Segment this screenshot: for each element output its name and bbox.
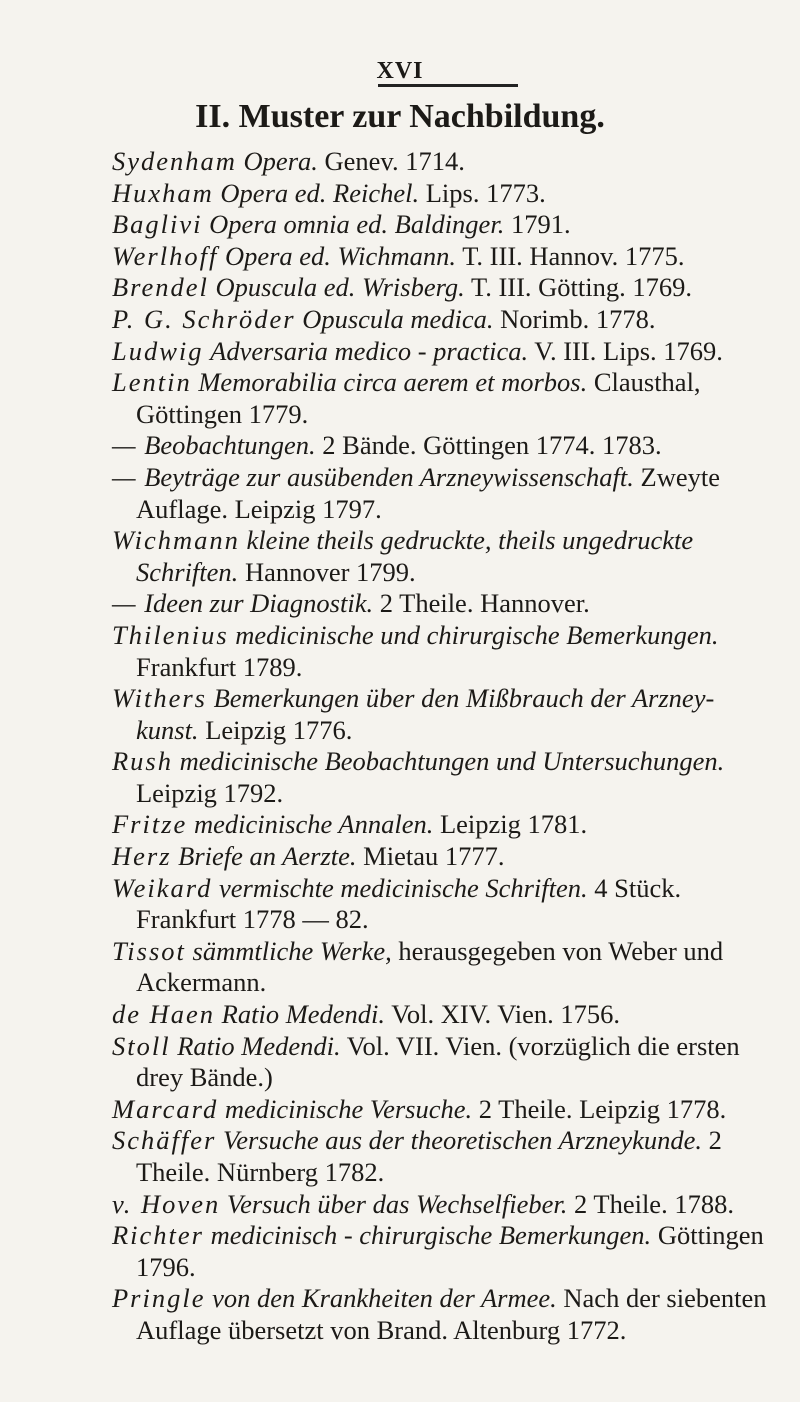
entry-title: sämmtliche Werke,: [192, 935, 392, 966]
entry-title: Opera omnia ed. Baldinger.: [209, 209, 505, 240]
entry-imprint: Lips. 1773.: [425, 177, 546, 208]
entry-title: Opera.: [243, 146, 318, 176]
bibliography-entry: [112, 430, 772, 462]
entry-title: Ratio Medendi.: [221, 999, 386, 1030]
bibliography-entry: [112, 462, 772, 525]
entry-title: Opuscula ed. Wrisberg.: [215, 272, 465, 303]
entry-author: Schäffer: [112, 1125, 217, 1156]
entry-imprint: 2 Theile. Nürnberg 1782.: [136, 1125, 722, 1187]
entry-author: de Haen: [112, 999, 216, 1030]
entry-title: medicinische Annalen.: [193, 809, 434, 840]
bibliography-entry: [112, 367, 772, 430]
entry-imprint: Vol. VII. Vien. (vorzüglich die ersten drey Bände.): [136, 1030, 740, 1093]
entry-author: —: [112, 461, 138, 492]
entry-imprint: 2 Theile. 1788.: [573, 1188, 734, 1219]
entry-title: medicinisch - chirurgische Bemerkungen.: [210, 1220, 652, 1251]
entry-title: Ratio Medendi.: [177, 1030, 341, 1061]
entry-title: Beyträge zur ausübenden Arzneywissenschaft.: [144, 461, 634, 492]
entry-imprint: Nach der siebenten Auflage übersetzt von Brand. Altenburg 1772.: [136, 1283, 767, 1345]
entry-imprint: Leipzig 1776.: [205, 714, 353, 745]
entry-imprint: Leipzig 1781.: [439, 809, 588, 840]
entry-imprint: herausgegeben von Weber und Ackermann.: [136, 935, 724, 998]
bibliography-entry: [112, 873, 772, 936]
bibliography-entry: [112, 304, 772, 336]
entry-title: kleine theils gedruckte, theils ungedruckte Schriften.: [136, 525, 694, 587]
bibliography-entry: [112, 683, 772, 746]
entry-title: Briefe an Aerzte.: [178, 841, 357, 872]
entry-imprint: Genev. 1714.: [324, 146, 465, 176]
page-number: XVI: [376, 58, 424, 84]
entry-imprint: Clausthal, Göttingen 1779.: [136, 367, 701, 429]
entry-author: v. Hoven: [112, 1188, 221, 1219]
bibliography-entry: [112, 1220, 772, 1283]
entry-title: medicinische Versuche.: [224, 1093, 473, 1124]
entry-title: Adversaria medico - practica.: [210, 335, 529, 366]
entry-author: Ludwig: [112, 335, 204, 366]
entry-title: Versuche aus der theoretischen Arzneykunde.: [222, 1125, 703, 1156]
entry-author: Sydenham: [112, 146, 237, 176]
entry-imprint: Frankfurt 1789.: [136, 651, 303, 682]
entry-title: Ideen zur Diagnostik.: [144, 588, 374, 619]
bibliography-entry: [112, 525, 772, 588]
bibliography-entry: [112, 272, 772, 304]
entry-author: Lentin: [112, 367, 192, 398]
entry-author: Withers: [112, 683, 207, 714]
entry-author: Richter: [112, 1220, 204, 1251]
entry-imprint: 1791.: [510, 209, 571, 240]
bibliography-entry: [112, 999, 772, 1031]
entry-imprint: 2 Theile. Leipzig 1778.: [478, 1093, 727, 1124]
entry-title: Beobachtungen.: [144, 430, 316, 461]
entry-imprint: 2 Theile. Hannover.: [379, 588, 590, 619]
entry-author: Fritze: [112, 809, 188, 840]
bibliography-entry: [112, 1283, 772, 1346]
entry-author: Weikard: [112, 872, 213, 903]
entry-imprint: Hannover 1799.: [244, 556, 416, 587]
entry-title: Bemerkungen über den Mißbrauch der Arzney-kunst.: [136, 683, 715, 745]
entry-author: Pringle: [112, 1283, 206, 1314]
bibliography-entry: [112, 209, 772, 241]
entry-author: —: [112, 430, 138, 461]
bibliography-entry: [112, 746, 772, 809]
bibliography-entry: [112, 336, 772, 368]
bibliography-entry: [112, 178, 772, 210]
entry-title: medicinische und chirurgische Bemerkungen.: [235, 619, 719, 650]
entry-author: Baglivi: [112, 209, 203, 240]
bibliography-entry: [112, 146, 772, 178]
bibliography-entry: [112, 1189, 772, 1221]
bibliography-entry: [112, 588, 772, 620]
entry-author: Huxham: [112, 177, 214, 208]
entry-author: Werlhoff: [112, 240, 219, 271]
entry-imprint: Zweyte Auflage. Leipzig 1797.: [136, 461, 720, 524]
entry-title: Memorabilia circa aerem et morbos.: [198, 367, 588, 398]
entry-author: Thilenius: [112, 619, 229, 650]
entry-imprint: Mietau 1777.: [363, 841, 505, 872]
bibliography-entry: [112, 1094, 772, 1126]
entry-imprint: Vol. XIV. Vien. 1756.: [391, 999, 621, 1030]
entry-author: Herz: [112, 841, 172, 872]
bibliography-entry: [112, 620, 772, 683]
section-heading: II. Muster zur Nachbildung.: [195, 98, 605, 135]
entry-imprint: 4 Stück. Frankfurt 1778 — 82.: [136, 872, 682, 935]
entry-author: Rush: [112, 746, 173, 777]
entry-author: Stoll: [112, 1030, 171, 1061]
entry-title: Opera ed. Reichel.: [220, 177, 420, 208]
entry-imprint: 2 Bände. Göttingen 1774. 1783.: [322, 430, 662, 461]
entry-imprint: Leipzig 1792.: [136, 777, 284, 808]
entry-author: Wichmann: [112, 525, 240, 556]
header-rule: [378, 84, 518, 87]
bibliography-entry: [112, 1125, 772, 1188]
entry-author: Brendel: [112, 272, 209, 303]
entry-imprint: T. III. Hannov. 1775.: [462, 240, 685, 271]
bibliography-entry: [112, 841, 772, 873]
entry-title: Opera ed. Wichmann.: [224, 240, 457, 271]
bibliography-entry: [112, 241, 772, 273]
entry-imprint: V. III. Lips. 1769.: [534, 335, 723, 366]
entry-title: medicinische Beobachtungen und Untersuchungen.: [179, 746, 725, 777]
entry-title: von den Krankheiten der Armee.: [212, 1283, 557, 1314]
entry-imprint: Norimb. 1778.: [500, 303, 656, 334]
entry-author: Marcard: [112, 1093, 219, 1124]
entry-title: vermischte medicinische Schriften.: [218, 872, 588, 903]
bibliography-list: [112, 146, 772, 1347]
entry-title: Opuscula medica.: [302, 303, 494, 334]
bibliography-entry: [112, 1031, 772, 1094]
entry-author: P. G. Schröder: [112, 303, 296, 334]
bibliography-entry: [112, 809, 772, 841]
entry-title: Versuch über das Wechselfieber.: [226, 1188, 568, 1219]
entry-author: —: [112, 588, 138, 619]
entry-author: Tissot: [112, 935, 186, 966]
entry-imprint: T. III. Götting. 1769.: [470, 272, 693, 303]
bibliography-entry: [112, 936, 772, 999]
entry-imprint: Göttingen 1796.: [136, 1220, 764, 1282]
